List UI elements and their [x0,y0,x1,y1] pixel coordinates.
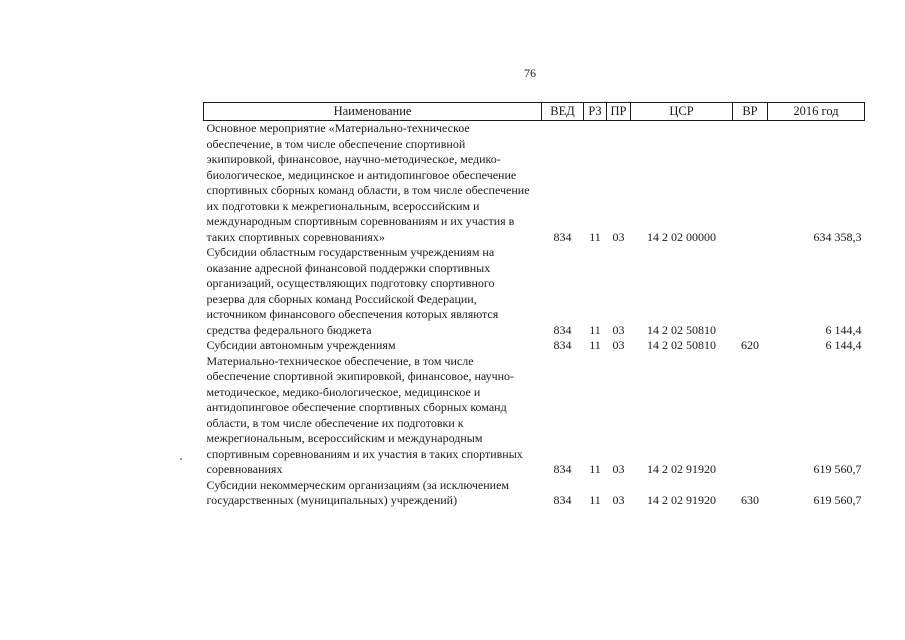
page-number: 76 [524,66,536,80]
row-vr [733,121,768,246]
header-row [204,103,865,121]
header-ved: ВЕД [542,103,584,121]
row-pr: 03 [612,229,625,244]
row-ved: 834 [553,229,572,244]
table-row [204,245,865,338]
row-vr: 630 [741,493,759,507]
row-csr: 14 2 02 91920 [647,462,716,476]
table-row [204,338,865,354]
header-csr: ЦСР [631,103,733,121]
row-rz: 11 [589,322,601,337]
row-ved: 834 [553,462,572,476]
scan-speck [180,458,182,460]
row-ved: 834 [553,322,572,337]
row-csr: 14 2 02 50810 [647,338,716,352]
row-ved: 834 [553,338,572,352]
row-vr [733,245,768,338]
row-pr: 03 [612,338,625,352]
row-name: Основное мероприятие «Материально-техническое обеспечение, в том числе обеспечение спортивной экипировкой, финансовое, научно-методическое, медико-биологическое, медицинское и антидопинговое обеспечение спортивных сборных команд области, в том числе обеспечение их подготовки к межрегиональным, всероссийским и международным спортивным соревнованиям и их участия в таких спортивных соревнованиях» [206,121,530,244]
header-pr: ПР [607,103,631,121]
row-pr: 03 [612,462,625,476]
row-amount: 6 144,4 [825,322,862,337]
table-row [204,478,865,509]
table-header [204,103,865,121]
row-amount: 619 560,7 [813,493,862,507]
row-rz: 11 [589,462,601,476]
row-amount: 634 358,3 [813,229,862,244]
row-pr: 03 [612,493,625,507]
row-pr: 03 [612,322,625,337]
header-amount: 2016 год [768,103,865,121]
table-row [204,121,865,246]
header-name: Наименование [204,103,542,121]
row-vr: 620 [741,338,759,352]
row-rz: 11 [589,229,601,244]
table-row [204,354,865,478]
budget-table [203,102,865,509]
row-csr: 14 2 02 00000 [647,229,716,244]
row-csr: 14 2 02 50810 [647,322,716,337]
row-name: Субсидии областным государственным учреждениям на оказание адресной финансовой поддержки спортивных организаций, осуществляющих подготовку спортивного резерва для сборных команд Российской Федерации, источником финансового обеспечения которых являются средства федерального бюджета [206,245,499,337]
row-vr [733,354,768,478]
header-rz: РЗ [584,103,607,121]
row-name: Материально-техническое обеспечение, в том числе обеспечение спортивной экипировкой, финансовое, научно-методическое, медико-биологическое, медицинское и антидопинговое обеспечение спортивных сборных команд области, в том числе обеспечение их подготовки к межрегиональным, всероссийским и международным спортивным соревнованиям и их участия в таких спортивных соревнованиях [206,353,523,476]
row-rz: 11 [589,493,601,507]
row-rz: 11 [589,338,601,352]
row-amount: 619 560,7 [813,462,862,476]
header-vr: ВР [733,103,768,121]
row-name: Субсидии автономным учреждениям [206,338,396,352]
row-amount: 6 144,4 [825,338,862,352]
row-ved: 834 [553,493,572,507]
row-csr: 14 2 02 91920 [647,493,716,507]
row-name: Субсидии некоммерческим организациям (за исключением государственных (муниципальных) учреждений) [206,477,510,507]
table-body [204,121,865,509]
